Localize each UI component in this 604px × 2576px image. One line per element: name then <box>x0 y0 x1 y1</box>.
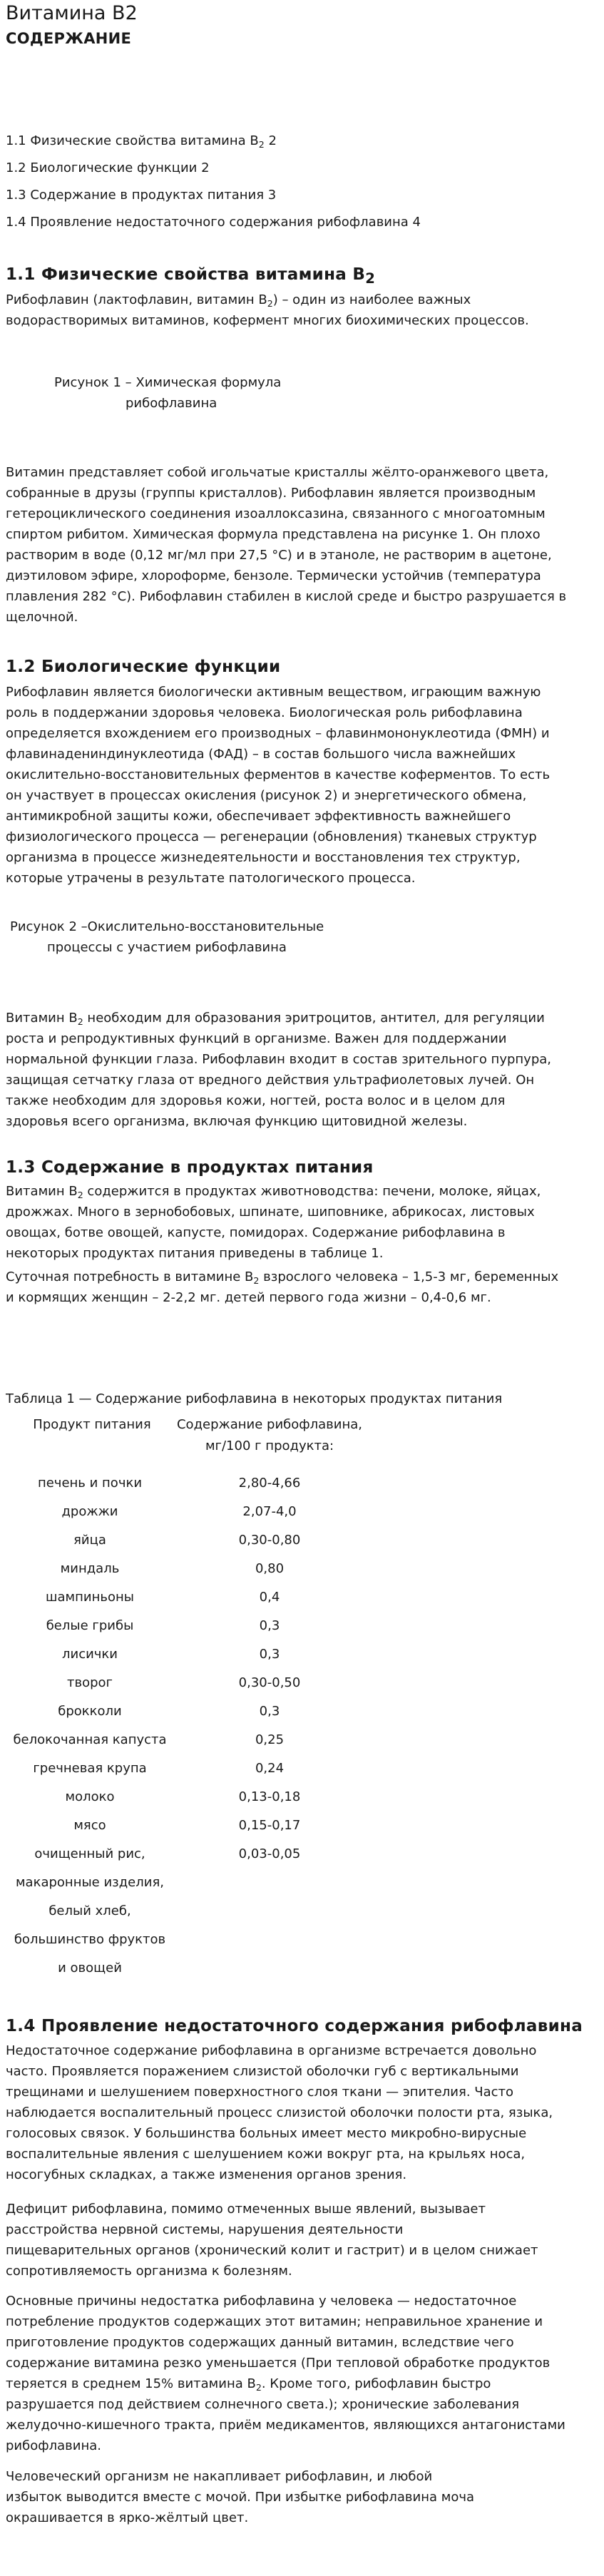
table-cell-value: 2,80-4,66 <box>238 1476 301 1491</box>
table-cell-product: брокколи <box>58 1704 122 1719</box>
section-1-4-heading: 1.4 Проявление недостаточного содержания рибофлавина <box>6 2017 583 2035</box>
figure-2-caption-line-2: процессы с участием рибофлавина <box>47 940 287 955</box>
section-1-3-heading: 1.3 Содержание в продуктах питания <box>6 1158 374 1177</box>
table-header-product: Продукт питания <box>33 1417 151 1432</box>
table-cell-product: большинство фруктов <box>14 1932 166 1947</box>
table-cell-product: яйца <box>73 1533 106 1548</box>
toc-heading: СОДЕРЖАНИЕ <box>6 30 132 47</box>
table-cell-value: 0,4 <box>259 1590 280 1605</box>
figure-1-caption-line-1: Рисунок 1 – Химическая формула <box>54 375 282 390</box>
table-cell-product: шампиньоны <box>46 1590 134 1605</box>
toc-item-4[interactable]: 1.4 Проявление недостаточного содержания рибофлавина 4 <box>6 215 421 230</box>
table-cell-product: белые грибы <box>46 1618 134 1633</box>
section-1-3-paragraph-1: Витамин $В_2$ содержится в продуктах животноводства: печени, молоке, яйцах, дрожжах. Много в зернобобовых, шпинате, шиповнике, абрикосах, листовых овощах, ботве овощей, капусте, помидорах. Содержание рибофлавина в некоторых продуктах питания приведены в таблице 1. <box>6 1184 541 1261</box>
table-cell-product: печень и почки <box>37 1476 143 1491</box>
table-header-content: Содержание рибофлавина, мг/100 г продукта: <box>176 1417 363 1453</box>
section-1-4-paragraph-4: Человеческий организм не накапливает рибофлавин, и любой избыток выводится вместе с мочой. При избытке рибофлавина моча окрашивается в ярко-жёлтый цвет. <box>6 2469 474 2525</box>
table-cell-value: 2,07-4,0 <box>242 1504 297 1519</box>
toc-item-3[interactable]: 1.3 Содержание в продуктах питания 3 <box>6 188 277 203</box>
section-1-2-heading: 1.2 Биологические функции <box>6 658 281 676</box>
table-cell-value: 0,15-0,17 <box>238 1818 301 1833</box>
table-cell-product: лисички <box>61 1647 118 1662</box>
table-cell-value: 0,30-0,50 <box>238 1675 301 1690</box>
table-cell-product: дрожжи <box>61 1504 118 1519</box>
toc-item-2[interactable]: 1.2 Биологические функции 2 <box>6 160 210 175</box>
section-1-2-body: Рибофлавин является биологически активным веществом, играющим важную роль в поддержании здоровья человека. Биологическая роль рибофлавина определяется вхождением его производных – флавинмононуклеотида (ФМН) и флавинадениндинуклеотида (ФАД) – в состав большого числа важнейших окислительно-восстановительных ферментов в качестве коферментов. То есть он участвует в процессах окисления (рисунок 2) и энергетического обмена, антимикробной защиты кожи, обеспечивает эффективность важнейшего физиологического процесса — регенерации (обновления) тканевых структур организма в процессе жизнедеятельности и восстановления тех структур, которые утрачены в результате патологического процесса. <box>6 685 551 886</box>
table-cell-value: 0,13-0,18 <box>238 1789 301 1804</box>
table-cell-product: творог <box>66 1675 113 1690</box>
table-cell-product: белокочанная капуста <box>13 1732 167 1747</box>
table-cell-value: 0,25 <box>255 1732 285 1747</box>
table-cell-product: мясо <box>73 1818 106 1833</box>
table-cell-product: белый хлеб, <box>48 1903 131 1918</box>
section-1-2-after-figure: Витамин $В_2$ необходим для образования эритроцитов, антител, для регуляции роста и репродуктивных функций в организме. Важен для поддержании нормальной функции глаза. Рибофлавин входит в состав зрительного пурпура, защищая сетчатку глаза от вредного действия ультрафиолетовых лучей. Он также необходим для здоровья кожи, ногтей, роста волос и в целом для здоровья всего организма, включая функцию щитовидной железы. <box>6 1011 551 1129</box>
table-cell-product: миндаль <box>60 1561 120 1576</box>
table-cell-value: 0,80 <box>255 1561 285 1576</box>
table-cell-product: очищенный рис, <box>34 1846 145 1861</box>
section-1-3-paragraph-2: Суточная потребность в витамине $В_2$ взрослого человека – 1,5-3 мг, беременных и кормящих женщин – 2-2,2 мг. детей первого года жизни – 0,4-0,6 мг. <box>6 1269 559 1305</box>
section-1-4-paragraph-3: Основные причины недостатка рибофлавина у человека — недостаточное потребление продуктов содержащих этот витамин; неправильное хранение и приготовление продуктов содержащих данный витамин, вследствие чего содержание витамина резко уменьшается (При тепловой обработке продуктов теряется в среднем 15% витамина $В_2$. Кроме того, рибофлавин быстро разрушается под действием солнечного света.); хронические заболевания желудочно-кишечного тракта, приём медикаментов, являющихся антагонистами рибофлавина. <box>6 2294 565 2453</box>
document-title: Витамина В2 <box>6 2 138 24</box>
figure-2-caption-line-1: Рисунок 2 –Окислительно-восстановительные <box>10 919 324 934</box>
section-1-1-intro: Рибофлавин (лактофлавин, витамин $В_2$) – один из наиболее важных водорастворимых витаминов, кофермент многих биохимических процессов. <box>6 292 529 328</box>
section-1-1-body: Витамин представляет собой игольчатые кристаллы жёлто-оранжевого цвета, собранные в друзы (группы кристаллов). Рибофлавин является производным гетероциклического соединения изоаллоксазина, связанного с многоатомным спиртом рибитом. Химическая формула представлена на рисунке 1. Он плохо растворим в воде (0,12 мг/мл при 27,5 °C) и в этаноле, не растворим в ацетоне, диэтиловом эфире, хлороформе, бензоле. Термически устойчив (температура плавления 282 °C). Рибофлавин стабилен в кислой среде и быстро разрушается в щелочной. <box>6 465 567 625</box>
section-1-4-paragraph-2: Дефицит рибофлавина, помимо отмеченных выше явлений, вызывает расстройства нервной системы, нарушения деятельности пищеварительных органов (хронический колит и гастрит) и в целом снижает сопротивляемость организма к болезням. <box>6 2202 538 2279</box>
table-cell-value: 0,3 <box>259 1704 280 1719</box>
table-cell-product: и овощей <box>58 1961 122 1976</box>
figure-1-caption-line-2: рибофлавина <box>126 396 217 411</box>
section-1-4-paragraph-1: Недостаточное содержание рибофлавина в организме встречается довольно часто. Проявляется поражением слизистой оболочки губ с вертикальными трещинами и шелушением поверхностного слоя ткани — эпителия. Часто наблюдается воспалительный процесс слизистой оболочки полости рта, языка, голосовых связок. У большинства больных имеет место микробно-вирусные воспалительные явления с шелушением кожи вокруг рта, на крыльях носа, носогубных складках, а также изменения органов зрения. <box>6 2043 553 2182</box>
table-cell-product: гречневая крупа <box>33 1761 147 1776</box>
table-cell-value: 0,24 <box>255 1761 285 1776</box>
table-cell-product: макаронные изделия, <box>15 1875 165 1890</box>
table-cell-product: молоко <box>65 1789 115 1804</box>
table-cell-value: 0,03-0,05 <box>238 1846 301 1861</box>
table-1-title: Таблица 1 — Содержание рибофлавина в некоторых продуктах питания <box>6 1391 503 1406</box>
table-cell-value: 0,3 <box>259 1618 280 1633</box>
toc-item-1[interactable]: 1.1 Физические свойства витамина $В_2$ 2 <box>6 133 277 150</box>
table-cell-value: 0,30-0,80 <box>238 1533 301 1548</box>
table-cell-value: 0,3 <box>259 1647 280 1662</box>
section-1-1-heading: 1.1 Физические свойства витамина $В_2$ <box>6 265 376 287</box>
